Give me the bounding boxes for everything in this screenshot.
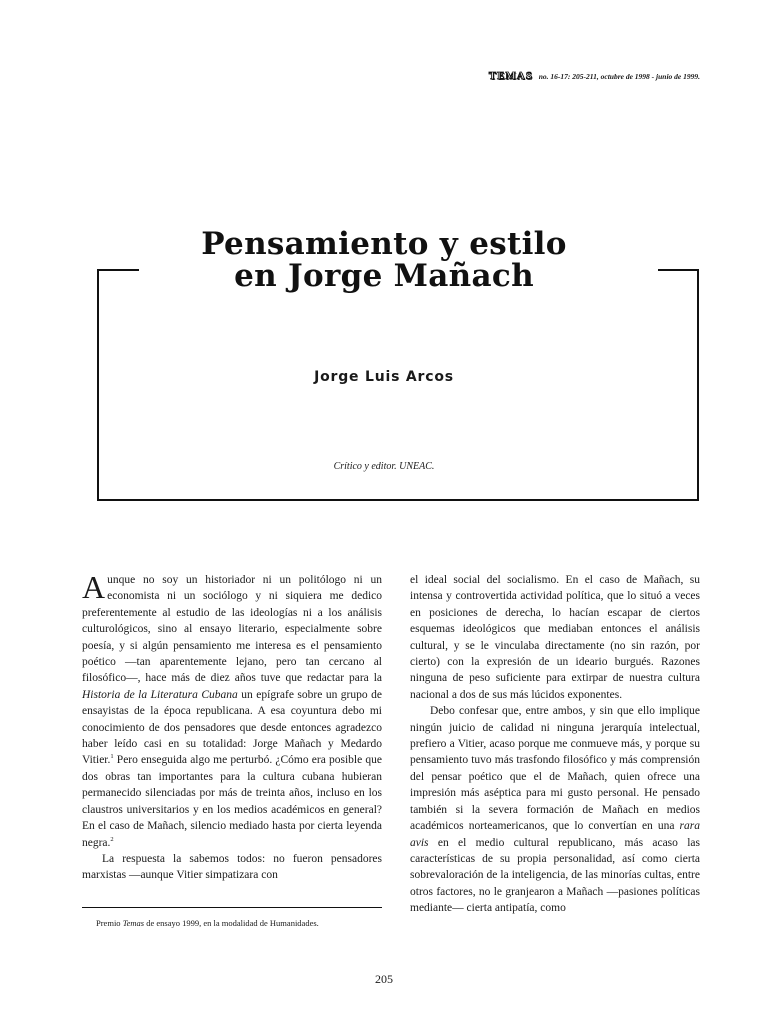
drop-cap: A — [82, 569, 106, 605]
left-column — [82, 569, 382, 884]
title-line-2: en Jorge Mañach — [234, 258, 534, 294]
author-affiliation: Crítico y editor. UNEAC. — [333, 461, 435, 472]
title-line-1: Pensamiento y estilo — [201, 226, 567, 262]
italic-term: rara avis — [410, 820, 700, 849]
paragraph-text: Debo confesar que, entre ambos, y sin que ello implique ningún juicio de calidad ni ninguna jerarquía intelectual, prefiero a Vitier, acaso porque me conmueve más, y porque su pensamiento tuvo más trasfondo filosófico y más comprensión del pensar poético que el de Mañach, quien ofrece una impresión más aséptica para mi gusto personal. He pensado también si la severa formación de Mañach en medios académicos norteamericanos, que lo convertían en una — [410, 705, 700, 833]
paragraph — [410, 703, 700, 916]
footnote-italic: Temas — [122, 918, 145, 928]
footnote-ref[interactable]: 2 — [110, 835, 114, 843]
italic-title: Historia de la Literatura Cubana — [82, 688, 238, 701]
footnote — [96, 918, 319, 928]
paragraph: La respuesta la sabemos todos: no fueron pensadores marxistas —aunque Vitier simpatizara con — [82, 852, 382, 882]
footnote-text: de ensayo 1999, en la modalidad de Humanidades. — [144, 918, 319, 928]
footnote-text: Premio — [96, 918, 123, 928]
paragraph-text: en el medio cultural republicano, más acaso las características de su propia personalidad, así como cierta sobrevaloración de la inteligencia, de las minorías cultas, entre otros factores, no le granjearon a Mañach —pasiones políticas mediante— cierta antipatía, como — [410, 836, 700, 915]
footnote-ref[interactable]: 1 — [110, 753, 114, 761]
paragraph-text: Pero enseguida algo me perturbó. ¿Cómo era posible que dos obras tan importantes para la cultura cubana hubieran permanecido silenciadas por más de treinta años, incluso en los claustros universitarios y en los medios académicos en general? En el caso de Mañach, silencio mediado hasta por cierta leyenda negra. — [82, 754, 382, 849]
right-column — [410, 572, 700, 917]
paragraph-text: un epígrafe sobre un grupo de ensayistas de la época republicana. A esa coyuntura debo mi conocimiento de dos pensadores que desde entonces agradezco haber leído casi en su totalidad: Jorge Mañach y Medardo Vitier. — [82, 688, 382, 767]
paragraph-text: unque no soy un historiador ni un politólogo ni un economista ni un sociólogo y ni siquiera me dedico preferentemente al estudio de las ideologías ni a los análisis culturológicos, sino al ensayo literario, especialmente sobre poesía, y si algún pensamiento me interesa es el pensamiento poético —tan aparentemente lejano, pero tan cercano al filosófico—, hace más de diez años tuve que redactar para la — [82, 574, 382, 685]
footnote-rule — [82, 907, 382, 908]
paragraph — [82, 569, 382, 851]
page-number: 205 — [375, 972, 393, 986]
paragraph: el ideal social del socialismo. En el caso de Mañach, su intensa y controvertida actividad política, que lo situó a veces en posiciones de derecha, lo hacían escapar de ciertos esquemas ideológicos que mediaban entonces el análisis cultural, y se le vinculaba directamente (no sin razón, por cierto) con la expresión de un ideario burgués. Razones ninguna de peso suficiente para extirpar de nuestra cultura nacional a dos de sus más lúcidos exponentes. — [410, 574, 700, 701]
journal-header — [489, 70, 700, 82]
author-name: Jorge Luis Arcos — [314, 369, 454, 385]
article-title — [0, 228, 768, 292]
journal-brand: TEMAS — [488, 70, 533, 82]
journal-citation: no. 16-17: 205-211, octubre de 1998 - junio de 1999. — [538, 72, 700, 81]
